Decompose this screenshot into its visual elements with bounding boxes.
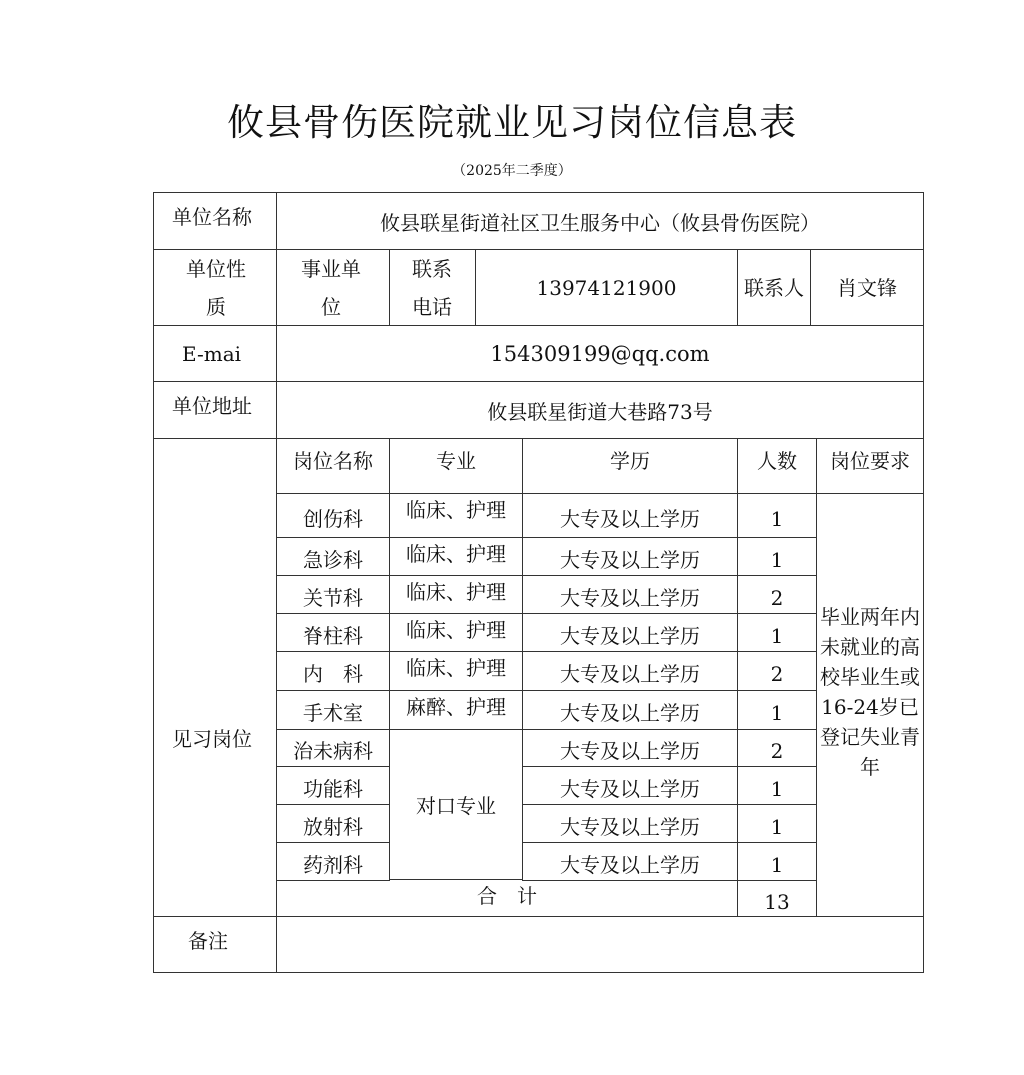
post-count-cell: [737, 537, 817, 576]
post-name-cell: [276, 729, 390, 767]
post-education-cell: [522, 729, 738, 767]
post-major-cell: [389, 690, 523, 730]
post-count: 2: [770, 662, 784, 686]
post-name: 急诊科: [303, 548, 363, 572]
total-count: 13: [764, 890, 790, 914]
header-requirement-cell: [816, 438, 924, 494]
header-education-cell: [522, 438, 738, 494]
header-count-cell: [737, 438, 817, 494]
post-name: 脊柱科: [303, 624, 363, 648]
post-education: 大专及以上学历: [560, 507, 700, 531]
contact-person-value-cell: [810, 249, 924, 326]
merged-major-cell: [389, 729, 523, 880]
unit-name-value-cell: [276, 192, 924, 250]
header-major: 专业: [436, 449, 476, 473]
total-label-cell: [276, 879, 738, 917]
post-major: 临床、护理: [406, 542, 506, 566]
post-name: 治未病科: [293, 739, 373, 763]
post-major: 临床、护理: [406, 656, 506, 680]
post-education: 大专及以上学历: [560, 586, 700, 610]
post-major: 临床、护理: [406, 618, 506, 642]
post-count: 1: [770, 507, 784, 531]
address-value: 攸县联星街道大巷路73号: [487, 400, 713, 424]
post-education-cell: [522, 537, 738, 576]
email-value: 154309199@qq.com: [490, 342, 710, 366]
contact-person-label: 联系人: [744, 276, 804, 300]
unit-name-label: 单位名称: [172, 205, 252, 229]
post-major: 麻醉、护理: [406, 695, 506, 719]
post-education-cell: [522, 842, 738, 881]
page-subtitle: （2025年二季度）: [452, 163, 572, 179]
header-post: 岗位名称: [293, 449, 373, 473]
post-major-cell: [389, 651, 523, 691]
post-count-cell: [737, 804, 817, 843]
header-count: 人数: [757, 449, 797, 473]
contact-phone-value-cell: [475, 249, 738, 326]
email-value-cell: [276, 325, 924, 382]
trainee-posts-label: 见习岗位: [172, 727, 252, 751]
post-name: 创伤科: [303, 507, 363, 531]
post-count: 1: [770, 815, 784, 839]
post-education: 大专及以上学历: [560, 777, 700, 801]
email-label-cell: [153, 325, 277, 382]
post-major-cell: [389, 493, 523, 538]
info-table: [153, 192, 924, 973]
post-major-cell: [389, 613, 523, 652]
trainee-posts-label-cell: [153, 438, 277, 917]
post-education: 大专及以上学历: [560, 624, 700, 648]
post-education-cell: [522, 613, 738, 652]
post-count-cell: [737, 575, 817, 614]
contact-phone-label-cell: [389, 249, 476, 326]
unit-nature-label: 单位性质: [186, 257, 246, 319]
remarks-label-cell: [153, 916, 277, 973]
unit-name-value: 攸县联星街道社区卫生服务中心（攸县骨伤医院）: [380, 211, 820, 235]
post-education-cell: [522, 804, 738, 843]
contact-person-label-cell: [737, 249, 811, 326]
post-name-cell: [276, 493, 390, 538]
total-count-cell: [737, 879, 817, 917]
post-education: 大专及以上学历: [560, 662, 700, 686]
post-education-cell: [522, 575, 738, 614]
post-count-cell: [737, 690, 817, 730]
contact-phone-value: 13974121900: [536, 276, 677, 300]
post-count-cell: [737, 729, 817, 767]
post-count: 1: [770, 777, 784, 801]
post-education-cell: [522, 493, 738, 538]
header-requirement: 岗位要求: [830, 449, 910, 473]
header-education: 学历: [610, 449, 650, 473]
post-name: 放射科: [303, 815, 363, 839]
post-count-cell: [737, 613, 817, 652]
post-education: 大专及以上学历: [560, 548, 700, 572]
post-count: 2: [770, 586, 784, 610]
unit-nature-label-cell: [153, 249, 277, 326]
post-count-cell: [737, 651, 817, 691]
post-education-cell: [522, 690, 738, 730]
address-value-cell: [276, 381, 924, 439]
post-name-cell: [276, 804, 390, 843]
header-post-cell: [276, 438, 390, 494]
page-title: 攸县骨伤医院就业见习岗位信息表: [227, 101, 797, 144]
post-name: 关节科: [303, 586, 363, 610]
contact-phone-label: 联系电话: [412, 257, 452, 319]
post-major-cell: [389, 575, 523, 614]
unit-nature-value-cell: [276, 249, 390, 326]
post-education-cell: [522, 766, 738, 805]
email-label: E-mai: [182, 342, 242, 366]
contact-person-value: 肖文锋: [837, 276, 897, 300]
merged-major: 对口专业: [416, 794, 496, 818]
unit-name-label-cell: [153, 192, 277, 250]
post-count: 1: [770, 624, 784, 648]
header-major-cell: [389, 438, 523, 494]
post-count: 1: [770, 701, 784, 725]
post-name-cell: [276, 537, 390, 576]
post-name-cell: [276, 842, 390, 881]
post-name: 内 科: [303, 662, 363, 686]
unit-nature-value: 事业单位: [301, 257, 361, 319]
post-education: 大专及以上学历: [560, 739, 700, 763]
post-name-cell: [276, 651, 390, 691]
address-label-cell: [153, 381, 277, 439]
post-major: 临床、护理: [406, 498, 506, 522]
post-name-cell: [276, 690, 390, 730]
post-count: 1: [770, 548, 784, 572]
post-count-cell: [737, 842, 817, 881]
post-count-cell: [737, 766, 817, 805]
requirement-text: 毕业两年内未就业的高校毕业生或16-24岁已登记失业青年: [820, 605, 920, 779]
post-major: 临床、护理: [406, 580, 506, 604]
post-count-cell: [737, 493, 817, 538]
post-education: 大专及以上学历: [560, 701, 700, 725]
remarks-label: 备注: [188, 929, 228, 953]
post-name-cell: [276, 613, 390, 652]
post-name: 药剂科: [303, 853, 363, 877]
post-name-cell: [276, 766, 390, 805]
post-name-cell: [276, 575, 390, 614]
post-education: 大专及以上学历: [560, 853, 700, 877]
address-label: 单位地址: [172, 394, 252, 418]
post-name: 手术室: [303, 701, 363, 725]
remarks-value-cell: [276, 916, 924, 973]
post-count: 1: [770, 853, 784, 877]
post-count: 2: [770, 739, 784, 763]
post-education: 大专及以上学历: [560, 815, 700, 839]
post-major-cell: [389, 537, 523, 576]
post-education-cell: [522, 651, 738, 691]
total-label: 合 计: [477, 884, 537, 908]
post-name: 功能科: [303, 777, 363, 801]
